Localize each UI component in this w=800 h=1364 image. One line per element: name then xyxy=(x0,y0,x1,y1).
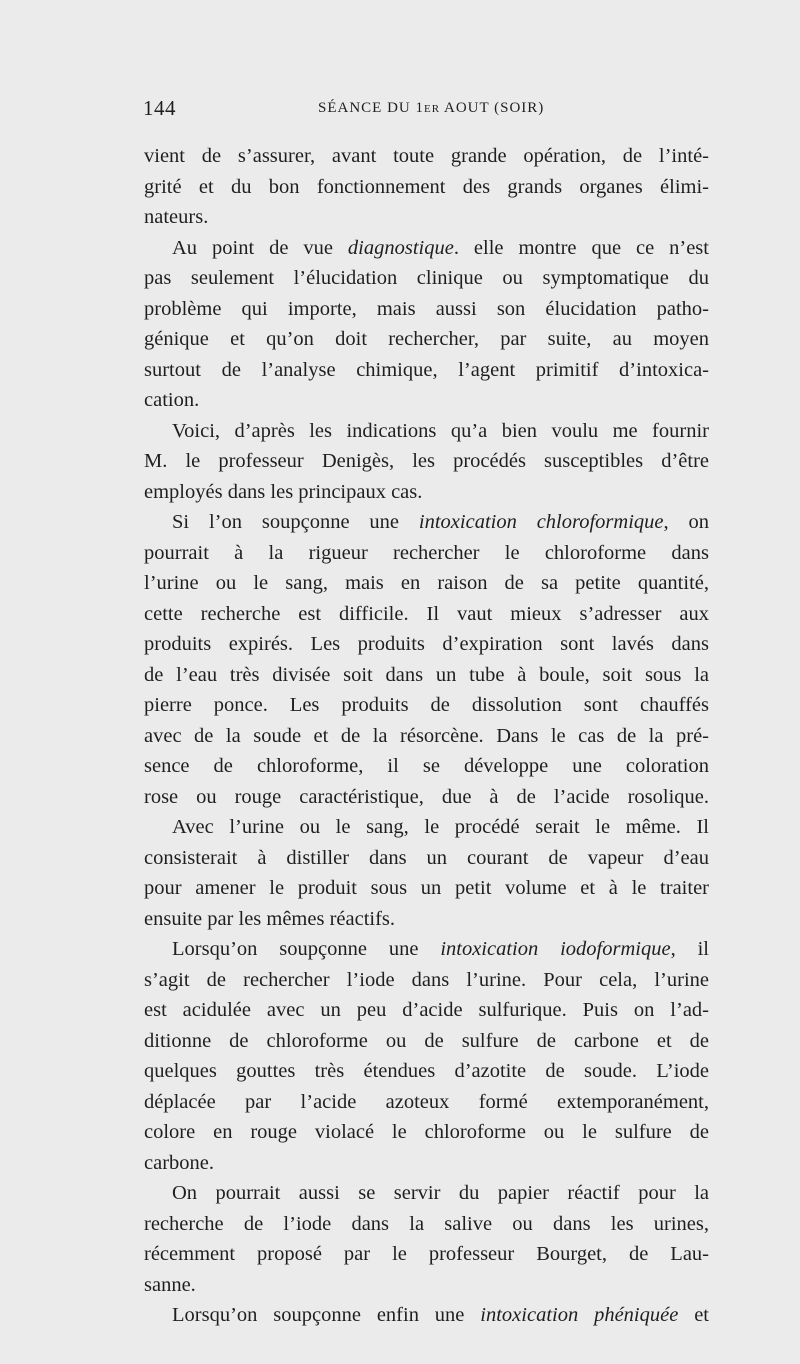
text-run: génique et qu’on doit rechercher, par suite, au moyen xyxy=(144,328,709,350)
running-head: SÉANCE DU 1er AOUT (SOIR) xyxy=(318,100,545,116)
text-run: déplacée par l’acide azoteux formé extemporanément, xyxy=(144,1090,709,1113)
text-run: s’agit de rechercher l’iode dans l’urine. Pour cela, l’urine xyxy=(144,968,709,991)
text-line xyxy=(144,934,709,965)
text-run: surtout de l’analyse chimique, l’agent primitif d’intoxica- xyxy=(144,358,709,381)
text-run: récemment proposé par le professeur Bourget, de Lau- xyxy=(144,1243,709,1265)
text-run: pourrait à la rigueur rechercher le chloroforme dans xyxy=(144,541,709,564)
text-run: vient de s’assurer, avant toute grande opération, de l’inté- xyxy=(144,145,709,167)
text-line xyxy=(144,751,709,782)
text-line xyxy=(144,690,709,721)
text-line xyxy=(144,263,709,294)
text-line xyxy=(144,721,709,752)
text-run: nateurs. xyxy=(144,206,209,228)
text-run: problème qui importe, mais aussi son élucidation patho- xyxy=(144,297,709,320)
text-line xyxy=(144,1270,709,1301)
text-run: colore en rouge violacé le chloroforme ou le sulfure de xyxy=(144,1121,709,1143)
text-line xyxy=(144,355,709,386)
text-run: est acidulée avec un peu d’acide sulfurique. Puis on l’ad- xyxy=(144,999,709,1021)
text-run: carbone. xyxy=(144,1151,214,1174)
text-line xyxy=(144,446,709,477)
text-line xyxy=(144,416,709,447)
text-run: pas seulement l’élucidation clinique ou symptomatique du xyxy=(144,267,709,289)
text-run: grité et du bon fonctionnement des grands organes élimi- xyxy=(144,175,709,198)
text-line xyxy=(144,1148,709,1179)
text-line xyxy=(144,1087,709,1118)
text-line xyxy=(144,660,709,691)
text-run: Au point de vue xyxy=(172,236,348,259)
text-line xyxy=(144,873,709,904)
text-run: Lorsqu’on soupçonne une xyxy=(172,938,441,960)
text-line xyxy=(144,599,709,630)
text-run: Lorsqu’on soupçonne enfin une xyxy=(172,1304,481,1326)
text-line xyxy=(144,1178,709,1209)
text-line xyxy=(144,843,709,874)
text-line xyxy=(144,782,709,813)
text-run: avec de la soude et de la résorcène. Dans le cas de la pré- xyxy=(144,724,709,747)
italic-term: intoxication phéniquée xyxy=(480,1304,679,1326)
text-line xyxy=(144,812,709,843)
body-text xyxy=(144,141,709,1331)
italic-term: intoxication chloroformique xyxy=(418,511,664,533)
text-line xyxy=(144,538,709,569)
text-run: consisterait à distiller dans un courant de vapeur d’eau xyxy=(144,846,709,869)
text-run: l’urine ou le sang, mais en raison de sa petite quantité, xyxy=(144,572,709,594)
text-line xyxy=(144,995,709,1026)
text-line xyxy=(144,202,709,233)
text-run: de l’eau très divisée soit dans un tube à boule, soit sous la xyxy=(144,663,709,686)
text-run: M. le professeur Denigès, les procédés susceptibles d’être xyxy=(144,450,709,472)
text-run: pierre ponce. Les produits de dissolution sont chauffés xyxy=(144,694,709,716)
text-run: ensuite par les mêmes réactifs. xyxy=(144,907,396,930)
text-run: Avec l’urine ou le sang, le procédé serait le même. Il xyxy=(172,816,709,838)
text-run: produits expirés. Les produits d’expiration sont lavés dans xyxy=(144,633,709,655)
text-line xyxy=(144,1117,709,1148)
text-line xyxy=(144,294,709,325)
text-line xyxy=(144,1209,709,1240)
text-run: et xyxy=(678,1304,709,1326)
text-run: employés dans les principaux cas. xyxy=(144,480,423,503)
text-run: sanne. xyxy=(144,1273,196,1296)
text-run: On pourrait aussi se servir du papier réactif pour la xyxy=(172,1182,709,1204)
text-line xyxy=(144,629,709,660)
text-line xyxy=(144,568,709,599)
text-run: sence de chloroforme, il se développe une coloration xyxy=(144,755,709,777)
text-run: Si l’on soupçonne une xyxy=(172,511,419,533)
text-run: quelques gouttes très étendues d’azotite de soude. L’iode xyxy=(144,1060,709,1082)
text-line xyxy=(144,1239,709,1270)
text-run: . elle montre que ce n’est xyxy=(453,236,709,259)
text-run: , il xyxy=(670,938,709,960)
text-run: recherche de l’iode dans la salive ou dans les urines, xyxy=(144,1212,709,1235)
text-line xyxy=(144,141,709,172)
text-run: cette recherche est difficile. Il vaut mieux s’adresser aux xyxy=(144,602,709,625)
text-line xyxy=(144,965,709,996)
text-run: , on xyxy=(663,511,709,533)
text-line xyxy=(144,1300,709,1331)
text-line xyxy=(144,324,709,355)
text-line xyxy=(144,172,709,203)
italic-term: diagnostique xyxy=(347,236,454,259)
page-header xyxy=(143,96,710,130)
text-line xyxy=(144,233,709,264)
text-run: ditionne de chloroforme ou de sulfure de carbone et de xyxy=(144,1029,709,1052)
text-run: pour amener le produit sous un petit volume et à le traiter xyxy=(144,877,709,899)
text-run: rose ou rouge caractéristique, due à de l’acide rosolique. xyxy=(144,785,709,808)
text-run: Voici, d’après les indications qu’a bien voulu me fournir xyxy=(172,419,709,442)
text-line xyxy=(144,477,709,508)
text-line xyxy=(144,1056,709,1087)
text-line xyxy=(144,385,709,416)
text-run: cation. xyxy=(144,389,200,411)
text-line xyxy=(144,1026,709,1057)
text-line xyxy=(144,904,709,935)
page-number: 144 xyxy=(143,96,176,120)
text-line xyxy=(144,507,709,538)
italic-term: intoxication iodoformique xyxy=(440,938,671,960)
